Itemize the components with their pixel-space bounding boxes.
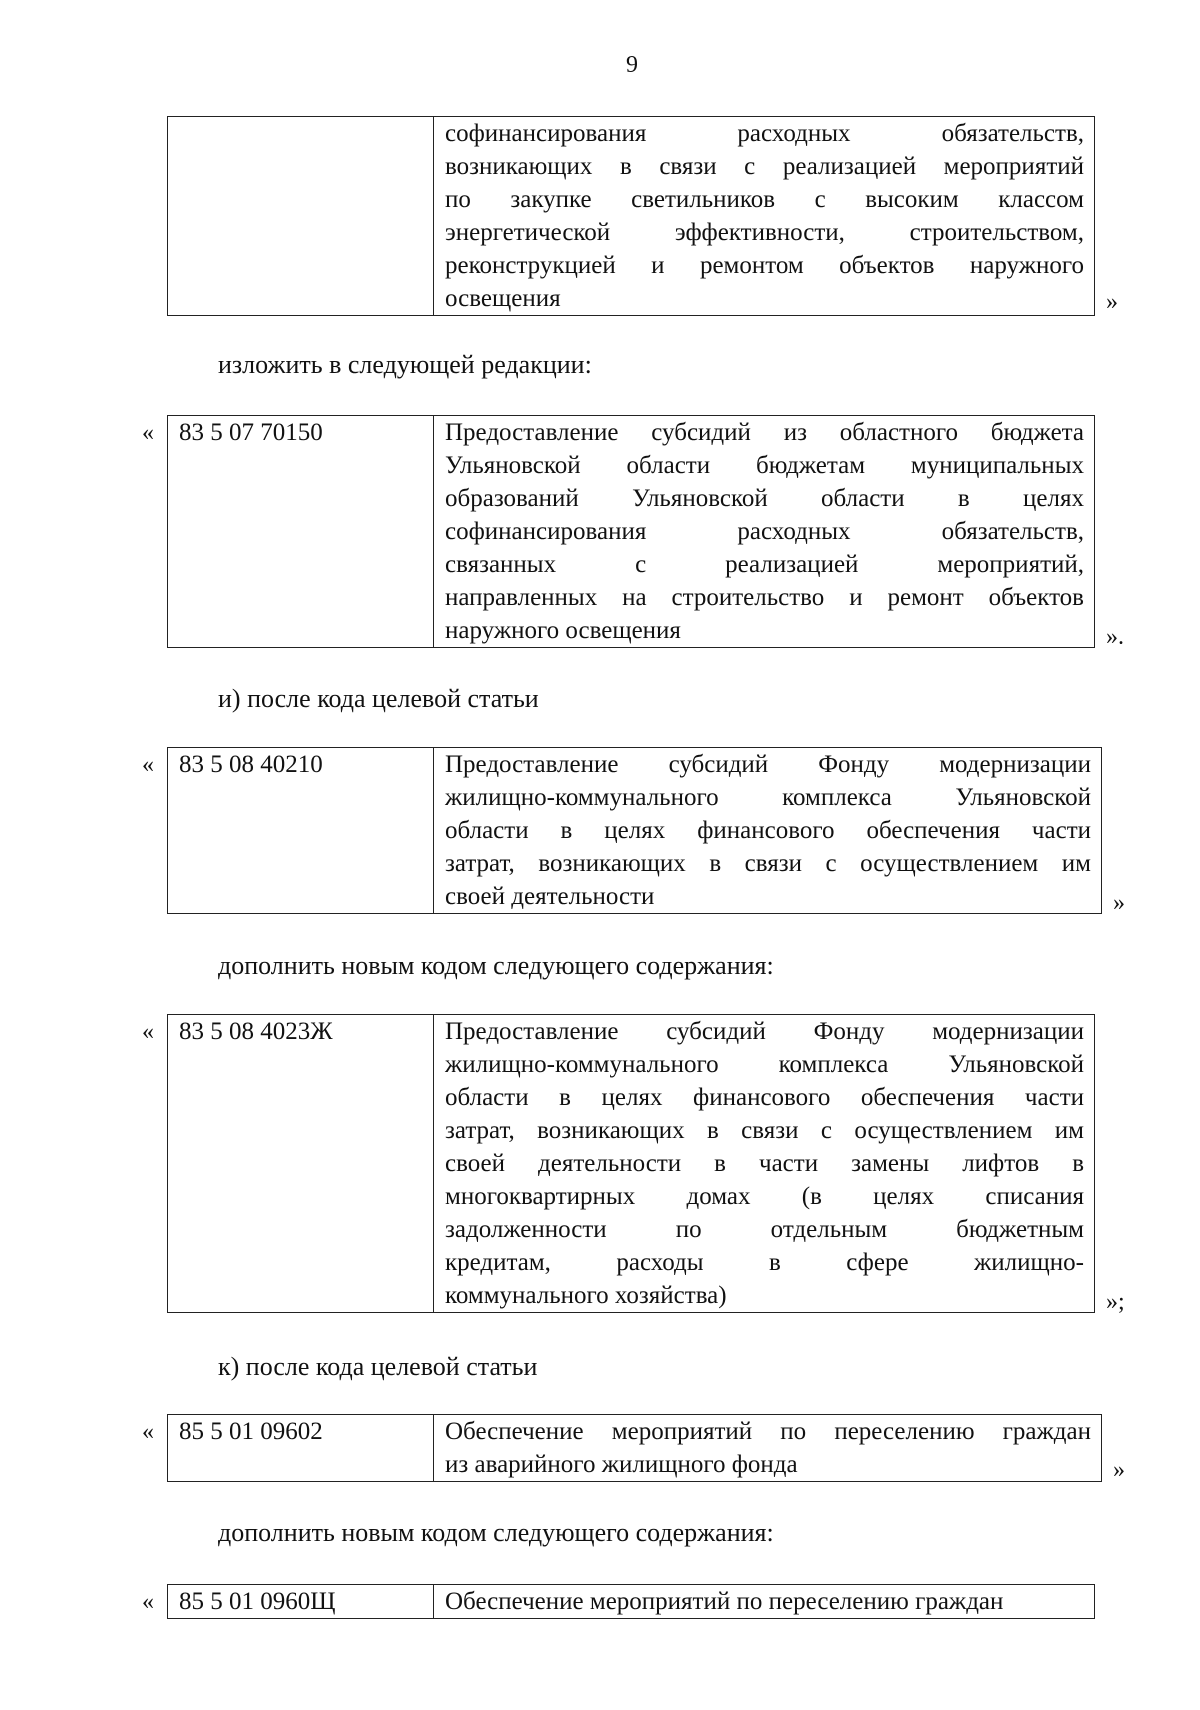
- open-quote: «: [142, 1419, 154, 1445]
- description-line: софинансирования расходных обязательств,: [445, 518, 1084, 545]
- description-line: затрат, возникающих в связи с осуществлением им: [445, 850, 1091, 877]
- description-cell: [434, 1015, 1095, 1313]
- description-line: по закупке светильников с высоким классом: [445, 186, 1084, 213]
- description-line: Обеспечение мероприятий по переселению граждан: [445, 1588, 1004, 1615]
- instruction-paragraph: к) после кода целевой статьи: [218, 1352, 538, 1381]
- description-line: затрат, возникающих в связи с осуществлением им: [445, 1117, 1084, 1144]
- code-table-6: [167, 1584, 1095, 1619]
- instruction-paragraph: и) после кода целевой статьи: [218, 684, 539, 713]
- description-line: коммунального хозяйства): [445, 1282, 727, 1309]
- description-line: жилищно-коммунального комплекса Ульяновской: [445, 784, 1091, 811]
- description-cell: [434, 117, 1095, 316]
- description-line: наружного освещения: [445, 617, 681, 644]
- description-line: области в целях финансового обеспечения части: [445, 817, 1091, 844]
- description-line: Ульяновской области бюджетам муниципальных: [445, 452, 1084, 479]
- description-line: из аварийного жилищного фонда: [445, 1451, 798, 1478]
- description-line: софинансирования расходных обязательств,: [445, 120, 1084, 147]
- code-table-3: [167, 747, 1102, 914]
- description-line: Предоставление субсидий Фонду модернизации: [445, 1018, 1084, 1045]
- close-quote: »: [1113, 1457, 1125, 1483]
- close-quote: »: [1113, 890, 1125, 916]
- close-quote: ».: [1106, 624, 1124, 650]
- description-line: освещения: [445, 285, 561, 312]
- code-cell: 83 5 07 70150: [168, 416, 434, 648]
- open-quote: «: [142, 752, 154, 778]
- instruction-paragraph: дополнить новым кодом следующего содержания:: [218, 951, 774, 980]
- description-cell: [434, 1415, 1102, 1482]
- description-line: области в целях финансового обеспечения части: [445, 1084, 1084, 1111]
- code-cell: 83 5 08 40210: [168, 748, 434, 914]
- code-table-1: [167, 116, 1095, 316]
- code-table-4: [167, 1014, 1095, 1313]
- description-line: направленных на строительство и ремонт объектов: [445, 584, 1084, 611]
- page-number: 9: [626, 52, 638, 78]
- open-quote: «: [142, 420, 154, 446]
- description-line: Предоставление субсидий из областного бюджета: [445, 419, 1084, 446]
- code-table-2: [167, 415, 1095, 648]
- description-line: образований Ульяновской области в целях: [445, 485, 1084, 512]
- description-line: реконструкцией и ремонтом объектов наружного: [445, 252, 1084, 279]
- code-cell: [168, 117, 434, 316]
- description-cell: [434, 748, 1102, 914]
- description-line: многоквартирных домах (в целях списания: [445, 1183, 1084, 1210]
- description-line: Обеспечение мероприятий по переселению граждан: [445, 1418, 1091, 1445]
- description-cell: [434, 416, 1095, 648]
- close-quote: »;: [1106, 1289, 1125, 1315]
- open-quote: «: [142, 1019, 154, 1045]
- instruction-paragraph: изложить в следующей редакции:: [218, 350, 592, 379]
- description-line: Предоставление субсидий Фонду модернизации: [445, 751, 1091, 778]
- description-line: своей деятельности в части замены лифтов в: [445, 1150, 1084, 1177]
- open-quote: «: [142, 1589, 154, 1615]
- description-cell: [434, 1585, 1095, 1619]
- code-cell: 85 5 01 0960Щ: [168, 1585, 434, 1619]
- description-line: задолженности по отдельным бюджетным: [445, 1216, 1084, 1243]
- description-line: кредитам, расходы в сфере жилищно-: [445, 1249, 1084, 1276]
- code-cell: 85 5 01 09602: [168, 1415, 434, 1482]
- close-quote: »: [1106, 289, 1118, 315]
- code-table-5: [167, 1414, 1102, 1482]
- description-line: жилищно-коммунального комплекса Ульяновской: [445, 1051, 1084, 1078]
- description-line: возникающих в связи с реализацией мероприятий: [445, 153, 1084, 180]
- description-line: энергетической эффективности, строительством,: [445, 219, 1084, 246]
- instruction-paragraph: дополнить новым кодом следующего содержания:: [218, 1518, 774, 1547]
- description-line: своей деятельности: [445, 883, 655, 910]
- description-line: связанных с реализацией мероприятий,: [445, 551, 1084, 578]
- code-cell: 83 5 08 4023Ж: [168, 1015, 434, 1313]
